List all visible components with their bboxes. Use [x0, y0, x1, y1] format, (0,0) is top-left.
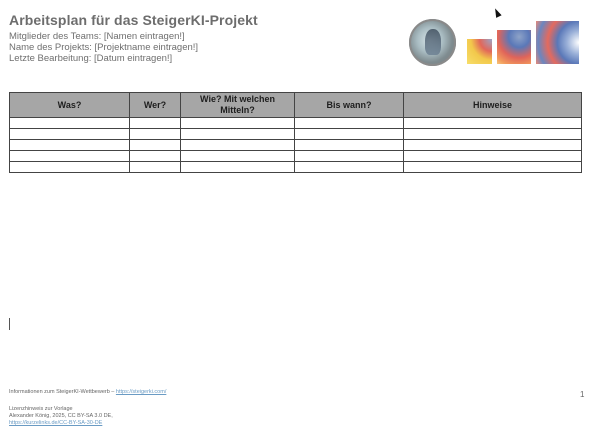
cell[interactable] [181, 162, 295, 173]
cell[interactable] [10, 151, 130, 162]
table-row [10, 129, 582, 140]
cell[interactable] [295, 129, 404, 140]
header-bis-wann: Bis wann? [295, 93, 404, 118]
cell[interactable] [10, 162, 130, 173]
cell[interactable] [130, 140, 181, 151]
cell[interactable] [295, 140, 404, 151]
cell[interactable] [181, 151, 295, 162]
cell[interactable] [130, 162, 181, 173]
cell[interactable] [130, 129, 181, 140]
cell[interactable] [10, 140, 130, 151]
page-number: 1 [580, 390, 585, 399]
team-members-line[interactable]: Mitglieder des Teams: [Namen eintragen!] [9, 31, 185, 42]
table-row [10, 151, 582, 162]
project-name-line[interactable]: Name des Projekts: [Projektname eintragen!] [9, 42, 199, 53]
medallion-logo-icon [409, 19, 456, 66]
portrait-icon [425, 29, 441, 55]
cell[interactable] [10, 129, 130, 140]
cell[interactable] [10, 118, 130, 129]
table-row [10, 162, 582, 173]
gradient-square-medium-icon [497, 30, 531, 64]
document-title: Arbeitsplan für das SteigerKI-Projekt [9, 12, 258, 28]
table-row [10, 140, 582, 151]
cell[interactable] [295, 151, 404, 162]
license-text: Alexander König, 2025, CC BY-SA 3.0 DE, [9, 413, 113, 419]
cell[interactable] [181, 118, 295, 129]
table-header-row [10, 93, 582, 118]
cell[interactable] [404, 140, 582, 151]
cell[interactable] [404, 129, 582, 140]
cell[interactable] [130, 151, 181, 162]
table-row [10, 118, 582, 129]
work-plan-table [9, 92, 582, 173]
header-wie: Wie? Mit welchen Mitteln? [181, 93, 295, 118]
cell[interactable] [404, 151, 582, 162]
cell[interactable] [404, 118, 582, 129]
cell[interactable] [404, 162, 582, 173]
cell[interactable] [295, 162, 404, 173]
last-edit-line[interactable]: Letzte Bearbeitung: [Datum eintragen!] [9, 53, 173, 64]
gradient-square-large-icon [536, 21, 579, 64]
steigerki-link[interactable]: https://steigerki.com/ [115, 389, 167, 395]
cell[interactable] [295, 118, 404, 129]
footer-info-text: Informationen zum SteigerKI-Wettbewerb – [9, 389, 116, 395]
header-wer: Wer? [130, 93, 181, 118]
mouse-pointer-icon [492, 7, 501, 18]
cell[interactable] [181, 140, 295, 151]
gradient-square-small-icon [467, 39, 492, 64]
header-hinweise: Hinweise [404, 93, 582, 118]
license-link[interactable]: https://kurzelinks.de/CC-BY-SA-30-DE [9, 420, 103, 426]
footer-info [9, 389, 166, 395]
header-was: Was? [10, 93, 130, 118]
cell[interactable] [130, 118, 181, 129]
cell[interactable] [181, 129, 295, 140]
license-heading: Lizenzhinweis zur Vorlage [9, 406, 73, 412]
text-insertion-cursor [9, 318, 10, 330]
